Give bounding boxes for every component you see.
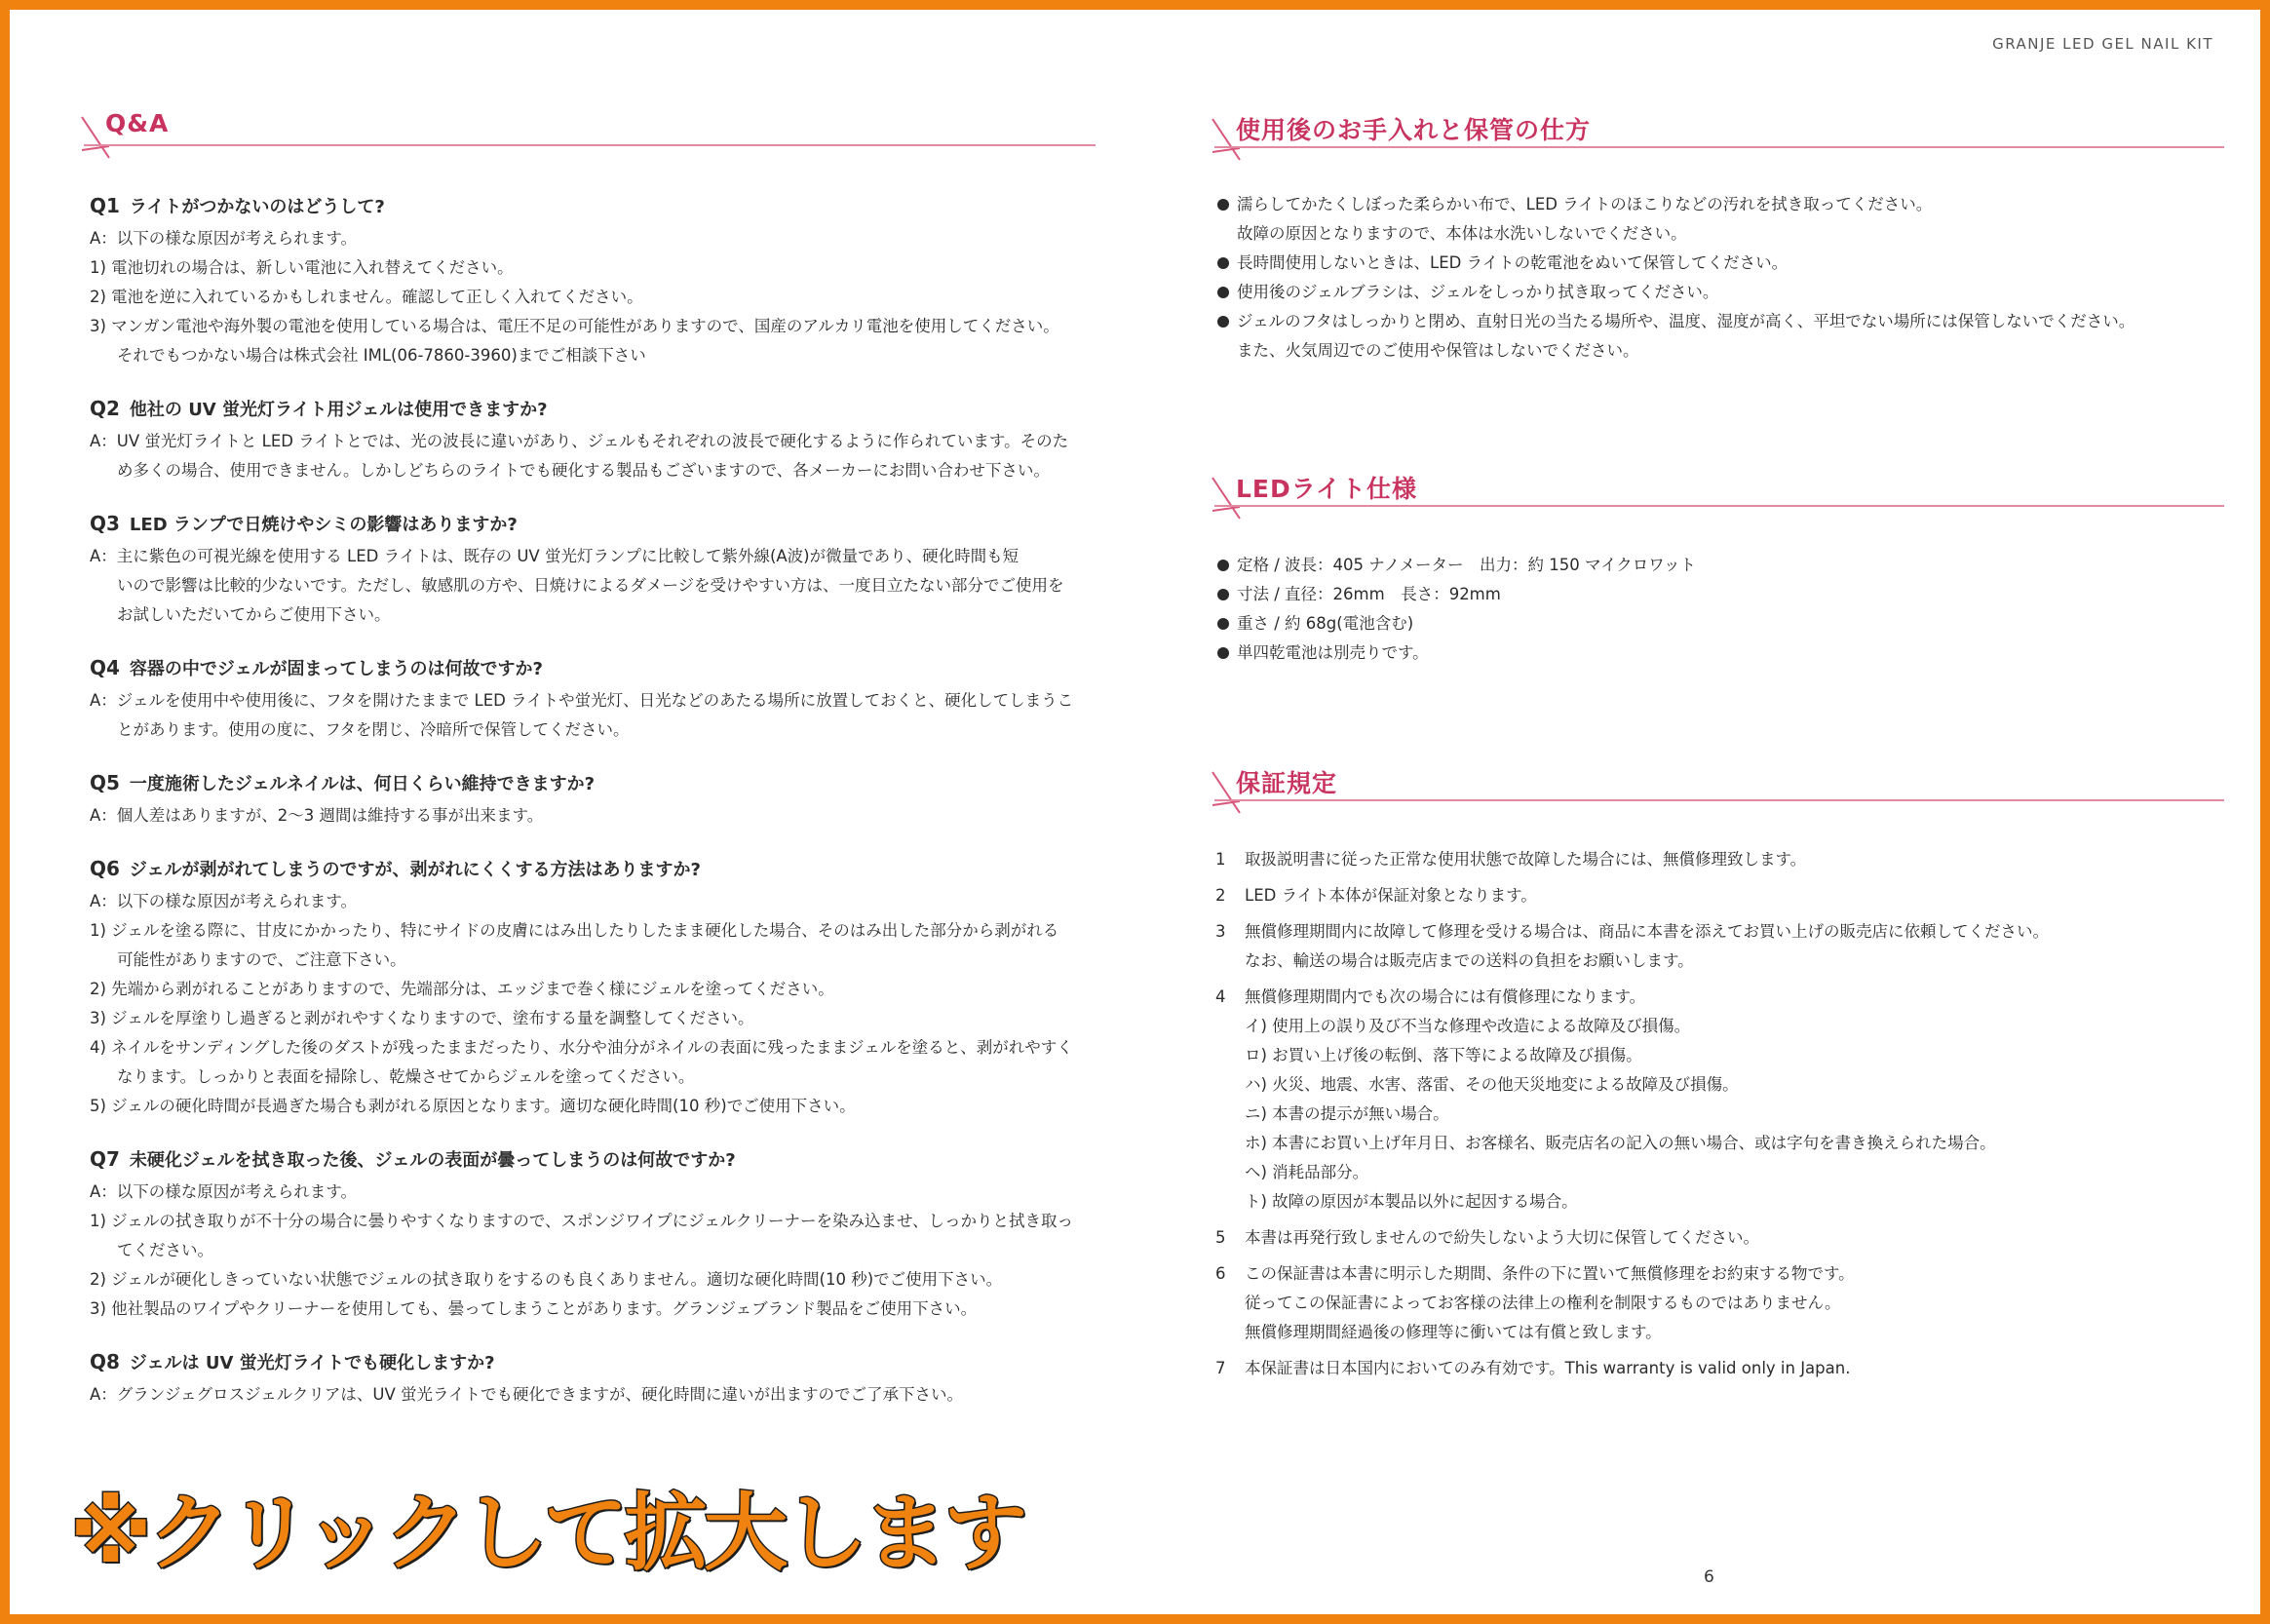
- answer-line: 2) ジェルが硬化しきっていない状態でジェルの拭き取りをするのも良くありません。適切な硬化時間(10 秒)でご使用下さい。: [90, 1270, 1003, 1289]
- spec-item: 重さ / 約 68g(電池含む): [1215, 609, 2224, 638]
- warranty-item: [1215, 845, 2224, 874]
- warranty-line: ハ) 火災、地震、水害、落雷、その他天災地変による故障及び損傷。: [1245, 1075, 1739, 1094]
- spec-list: [1215, 551, 2224, 668]
- question-number: Q6: [90, 857, 120, 880]
- question-number: Q8: [90, 1350, 120, 1373]
- answer-line: てください。: [117, 1241, 213, 1259]
- warranty-item-number: 3: [1215, 922, 1226, 941]
- answer-line: A：主に紫色の可視光線を使用する LED ライトは、既存の UV 蛍光灯ランプに比較して紫外線(A波)が微量であり、硬化時間も短: [90, 547, 1020, 565]
- care-list: [1215, 190, 2224, 366]
- answer-line: 4) ネイルをサンディングした後のダストが残ったままだったり、水分や油分がネイルの表面に残ったままジェルを塗ると、剥がれやすく: [90, 1038, 1073, 1057]
- question-number: Q2: [90, 397, 120, 420]
- answer-line: 可能性がありますので、ご注意下さい。: [117, 950, 406, 969]
- care-item: 使用後のジェルブラシは、ジェルをしっかり拭き取ってください。: [1215, 278, 2224, 307]
- question-text: 容器の中でジェルが固まってしまうのは何故ですか?: [129, 659, 544, 679]
- question-text: ジェルは UV 蛍光灯ライトでも硬化しますか?: [129, 1353, 495, 1373]
- question: [90, 189, 1096, 224]
- warranty-line: ホ) 本書にお買い上げ年月日、お客様名、販売店名の記入の無い場合、或は字句を書き換えられた場合。: [1245, 1134, 1996, 1152]
- care-item: 故障の原因となりますので、本体は水洗いしないでください。: [1237, 224, 1687, 243]
- warranty-item-number: 6: [1215, 1264, 1226, 1283]
- question: [90, 1345, 1096, 1380]
- question-text: ジェルが剥がれてしまうのですが、剥がれにくくする方法はありますか?: [129, 860, 701, 880]
- warranty-line: ロ) お買い上げ後の転倒、落下等による故障及び損傷。: [1245, 1046, 1642, 1064]
- brand-header: GRANJE LED GEL NAIL KIT: [1992, 35, 2213, 53]
- answer-line: とがあります。使用の度に、フタを閉じ、冷暗所で保管してください。: [117, 720, 630, 739]
- warranty-list: [1215, 845, 2224, 1390]
- qa-item: [90, 766, 1096, 831]
- answer-line: A：個人差はありますが、2〜3 週間は維持する事が出来ます。: [90, 806, 544, 825]
- care-section-header: [1211, 111, 2224, 150]
- question: [90, 852, 1096, 887]
- warranty-line: ト) 故障の原因が本製品以外に起因する場合。: [1245, 1192, 1578, 1211]
- warranty-line: 無償修理期間内でも次の場合には有償修理になります。: [1245, 987, 1646, 1006]
- warranty-line: この保証書は本書に明示した期間、条件の下に置いて無償修理をお約束する物です。: [1245, 1264, 1855, 1283]
- answer-line: 2) 先端から剥がれることがありますので、先端部分は、エッジまで巻く様にジェルを塗ってください。: [90, 980, 834, 998]
- answer-line: A：グランジェグロスジェルクリアは、UV 蛍光ライトでも硬化できますが、硬化時間に違いが出ますのでご了承下さい。: [90, 1385, 963, 1404]
- question: [90, 651, 1096, 686]
- answer-line: それでもつかない場合は株式会社 IML(06-7860-3960)までご相談下さい: [117, 346, 646, 365]
- warranty-line: なお、輸送の場合は販売店までの送料の負担をお願いします。: [1245, 951, 1694, 970]
- answer-line: A：以下の様な原因が考えられます。: [90, 1182, 357, 1201]
- question: [90, 1142, 1096, 1178]
- question-text: 他社の UV 蛍光灯ライト用ジェルは使用できますか?: [129, 400, 548, 420]
- warranty-item-number: 7: [1215, 1359, 1226, 1377]
- page-number: 6: [1704, 1567, 1714, 1587]
- warranty-line: 取扱説明書に従った正常な使用状態で故障した場合には、無償修理致します。: [1245, 850, 1807, 869]
- warranty-item: [1215, 1223, 2224, 1253]
- spec-title: LEDライト仕様: [1236, 475, 1418, 503]
- answer-line: なります。しっかりと表面を掃除し、乾燥させてからジェルを塗ってください。: [117, 1067, 695, 1086]
- care-title: 使用後のお手入れと保管の仕方: [1236, 116, 1592, 144]
- warranty-line: イ) 使用上の誤り及び不当な修理や改造による故障及び損傷。: [1245, 1017, 1691, 1035]
- warranty-item-number: 2: [1215, 886, 1226, 905]
- qa-item: [90, 189, 1096, 370]
- spec-item: 単四乾電池は別売りです。: [1215, 638, 2224, 668]
- answer-line: 3) ジェルを厚塗りし過ぎると剥がれやすくなりますので、塗布する量を調整してください。: [90, 1009, 754, 1027]
- spec-item: 寸法 / 直径：26mm 長さ：92mm: [1215, 580, 2224, 609]
- answer-line: 3) 他社製品のワイプやクリーナーを使用しても、曇ってしまうことがあります。グランジェブランド製品をご使用下さい。: [90, 1299, 978, 1318]
- warranty-line: LED ライト本体が保証対象となります。: [1245, 886, 1537, 905]
- question: [90, 507, 1096, 542]
- spec-item: 定格 / 波長：405 ナノメーター 出力：約 150 マイクロワット: [1215, 551, 2224, 580]
- warranty-line: 無償修理期間経過後の修理等に衝いては有償と致します。: [1245, 1323, 1662, 1341]
- answer-line: A：以下の様な原因が考えられます。: [90, 229, 357, 248]
- answer-line: A：ジェルを使用中や使用後に、フタを開けたままで LED ライトや蛍光灯、日光などのあたる場所に放置しておくと、硬化してしまうこ: [90, 691, 1074, 710]
- qa-divider: [84, 144, 1096, 146]
- warranty-item: [1215, 917, 2224, 976]
- answer-line: いので影響は比較的少ないです。ただし、敏感肌の方や、日焼けによるダメージを受けやすい方は、一度目立たない部分でご使用を: [117, 576, 1064, 595]
- answer-line: 1) 電池切れの場合は、新しい電池に入れ替えてください。: [90, 258, 514, 277]
- warranty-line: 無償修理期間内に故障して修理を受ける場合は、商品に本書を添えてお買い上げの販売店に依頼してください。: [1245, 922, 2049, 941]
- qa-item: [90, 392, 1096, 485]
- spec-divider: [1214, 505, 2224, 507]
- spec-section-header: [1211, 470, 2224, 509]
- warranty-line: 従ってこの保証書によってお客様の法律上の権利を制限するものではありません。: [1245, 1294, 1841, 1312]
- question-number: Q7: [90, 1147, 120, 1171]
- answer-line: 2) 電池を逆に入れているかもしれません。確認して正しく入れてください。: [90, 288, 643, 306]
- question-text: 未硬化ジェルを拭き取った後、ジェルの表面が曇ってしまうのは何故ですか?: [129, 1150, 736, 1171]
- question-number: Q1: [90, 194, 120, 217]
- warranty-item-number: 5: [1215, 1228, 1226, 1247]
- qa-list: [90, 189, 1096, 1431]
- care-divider: [1214, 146, 2224, 148]
- warranty-line: 本保証書は日本国内においてのみ有効です。This warranty is valid only in Japan.: [1245, 1359, 1851, 1377]
- manual-page[interactable]: [10, 10, 2260, 1614]
- warranty-item-number: 4: [1215, 987, 1226, 1006]
- question-text: ライトがつかないのはどうして?: [129, 197, 385, 217]
- question-text: LED ランプで日焼けやシミの影響はありますか?: [129, 515, 518, 535]
- answer-line: 3) マンガン電池や海外製の電池を使用している場合は、電圧不足の可能性がありますので、国産のアルカリ電池を使用してください。: [90, 317, 1059, 335]
- warranty-item: [1215, 881, 2224, 910]
- qa-item: [90, 852, 1096, 1121]
- answer-line: 5) ジェルの硬化時間が長過ぎた場合も剥がれる原因となります。適切な硬化時間(10 秒)でご使用下さい。: [90, 1097, 856, 1115]
- qa-item: [90, 1345, 1096, 1410]
- question: [90, 392, 1096, 427]
- warranty-line: ヘ) 消耗品部分。: [1245, 1163, 1369, 1181]
- answer-line: お試しいただいてからご使用下さい。: [117, 605, 391, 624]
- answer-line: A：UV 蛍光灯ライトと LED ライトとでは、光の波長に違いがあり、ジェルもそれぞれの波長で硬化するように作られています。そのた: [90, 432, 1069, 450]
- warranty-item: [1215, 1259, 2224, 1347]
- care-item: 濡らしてかたくしぼった柔らかい布で、LED ライトのほこりなどの汚れを拭き取ってください。: [1215, 190, 2224, 219]
- care-item: 長時間使用しないときは、LED ライトの乾電池をぬいて保管してください。: [1215, 249, 2224, 278]
- qa-item: [90, 1142, 1096, 1324]
- qa-item: [90, 651, 1096, 745]
- care-item: ジェルのフタはしっかりと閉め、直射日光の当たる場所や、温度、湿度が高く、平坦でない場所には保管しないでください。: [1215, 307, 2224, 336]
- warranty-section-header: [1211, 764, 2224, 803]
- question: [90, 766, 1096, 801]
- answer-line: め多くの場合、使用できません。しかしどちらのライトでも硬化する製品もございますので、各メーカーにお問い合わせ下さい。: [117, 461, 1050, 480]
- qa-item: [90, 507, 1096, 630]
- warranty-item: [1215, 983, 2224, 1217]
- warranty-item: [1215, 1354, 2224, 1383]
- warranty-item-number: 1: [1215, 850, 1226, 869]
- answer-line: 1) ジェルを塗る際に、甘皮にかかったり、特にサイドの皮膚にはみ出したりしたまま硬化した場合、そのはみ出した部分から剥がれる: [90, 921, 1059, 940]
- qa-title: Q&A: [105, 109, 170, 137]
- warranty-divider: [1214, 799, 2224, 801]
- question-text: 一度施術したジェルネイルは、何日くらい維持できますか?: [129, 774, 596, 794]
- care-item: また、火気周辺でのご使用や保管はしないでください。: [1237, 341, 1639, 360]
- warranty-line: ニ) 本書の提示が無い場合。: [1245, 1104, 1449, 1123]
- click-to-enlarge-banner[interactable]: ※クリックして拡大します: [70, 1485, 1024, 1582]
- question-number: Q3: [90, 512, 120, 535]
- answer-line: A：以下の様な原因が考えられます。: [90, 892, 357, 910]
- warranty-title: 保証規定: [1236, 769, 1338, 797]
- answer-line: 1) ジェルの拭き取りが不十分の場合に曇りやすくなりますので、スポンジワイプにジェルクリーナーを染み込ませ、しっかりと拭き取っ: [90, 1212, 1073, 1230]
- question-number: Q4: [90, 656, 120, 679]
- question-number: Q5: [90, 771, 120, 794]
- warranty-line: 本書は再発行致しませんので紛失しないよう大切に保管してください。: [1245, 1228, 1759, 1247]
- qa-section-header: [80, 109, 1096, 148]
